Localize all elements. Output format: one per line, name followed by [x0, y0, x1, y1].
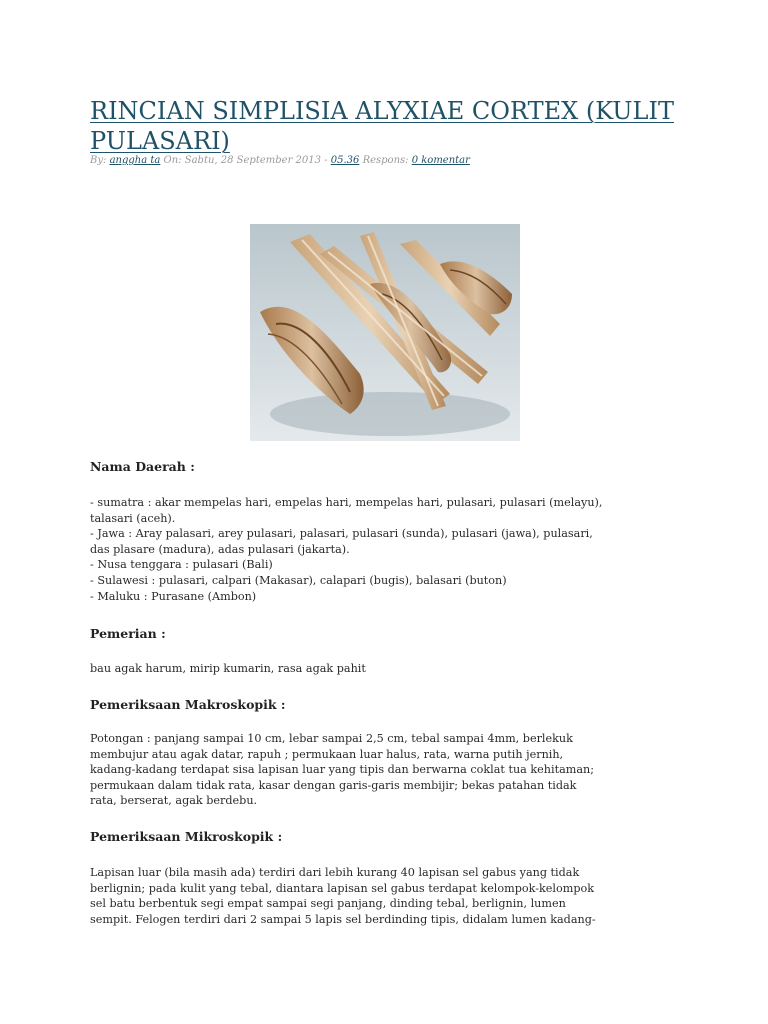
- pulasari-photo: [250, 224, 520, 441]
- text-line: das plasare (madura), adas pulasari (jakarta).: [90, 542, 350, 556]
- bark-illustration: [250, 224, 520, 441]
- text-line: membujur atau agak datar, rapuh ; permukaan luar halus, rata, warna putih jernih,: [90, 747, 564, 761]
- on-label: On:: [163, 155, 182, 166]
- text-line: sel batu berbentuk segi empat sampai segi panjang, dinding tebal, berlignin, lumen: [90, 897, 566, 911]
- post-meta: [90, 155, 470, 166]
- post-time-link[interactable]: 05.36: [330, 155, 360, 166]
- text-line: - Jawa : Aray palasari, arey pulasari, palasari, pulasari (sunda), pulasari (jawa), pulasari,: [90, 527, 593, 541]
- text-line: talasari (aceh).: [90, 511, 176, 525]
- text-line: Lapisan luar (bila masih ada) terdiri dari lebih kurang 40 lapisan sel gabus yang tidak: [90, 866, 580, 879]
- text-line: - Nusa tenggara : pulasari (Bali): [90, 558, 273, 572]
- nama-daerah-heading: Nama Daerah :: [90, 459, 195, 474]
- by-label: By:: [90, 155, 107, 166]
- author-link[interactable]: anggha ta: [109, 155, 161, 166]
- post-title[interactable]: RINCIAN SIMPLISIA ALYXIAE CORTEX (KULIT PULASARI): [90, 97, 674, 155]
- text-line: - Maluku : Purasane (Ambon): [90, 589, 257, 603]
- pemerian-text: [90, 661, 690, 677]
- mikroskopik-heading: Pemeriksaan Mikroskopik :: [90, 829, 283, 844]
- text-line: bau agak harum, mirip kumarin, rasa agak pahit: [90, 662, 366, 675]
- respons-label: Respons:: [362, 155, 409, 166]
- text-line: sempit. Felogen terdiri dari 2 sampai 5 lapis sel berdinding tipis, didalam lumen kadang-: [90, 912, 596, 926]
- post-date: Sabtu, 28 September 2013 -: [184, 155, 328, 166]
- mikroskopik-text: [90, 865, 690, 927]
- makroskopik-text: [90, 731, 690, 809]
- text-line: Potongan : panjang sampai 10 cm, lebar sampai 2,5 cm, tebal sampai 4mm, berlekuk: [90, 732, 573, 745]
- text-line: rata, berserat, agak berdebu.: [90, 794, 258, 808]
- text-line: berlignin; pada kulit yang tebal, diantara lapisan sel gabus terdapat kelompok-kelompok: [90, 881, 594, 895]
- nama-daerah-text: [90, 495, 690, 604]
- pemerian-heading: Pemerian :: [90, 626, 166, 641]
- text-line: kadang-kadang terdapat sisa lapisan luar yang tipis dan berwarna coklat tua kehitaman;: [90, 763, 594, 777]
- text-line: - sumatra : akar mempelas hari, empelas hari, mempelas hari, pulasari, pulasari (melayu),: [90, 496, 603, 509]
- text-line: permukaan dalam tidak rata, kasar dengan garis-garis membijir; bekas patahan tidak: [90, 778, 577, 792]
- comments-link[interactable]: 0 komentar: [411, 155, 470, 166]
- text-line: - Sulawesi : pulasari, calpari (Makasar), calapari (bugis), balasari (buton): [90, 573, 507, 587]
- makroskopik-heading: Pemeriksaan Makroskopik :: [90, 697, 286, 712]
